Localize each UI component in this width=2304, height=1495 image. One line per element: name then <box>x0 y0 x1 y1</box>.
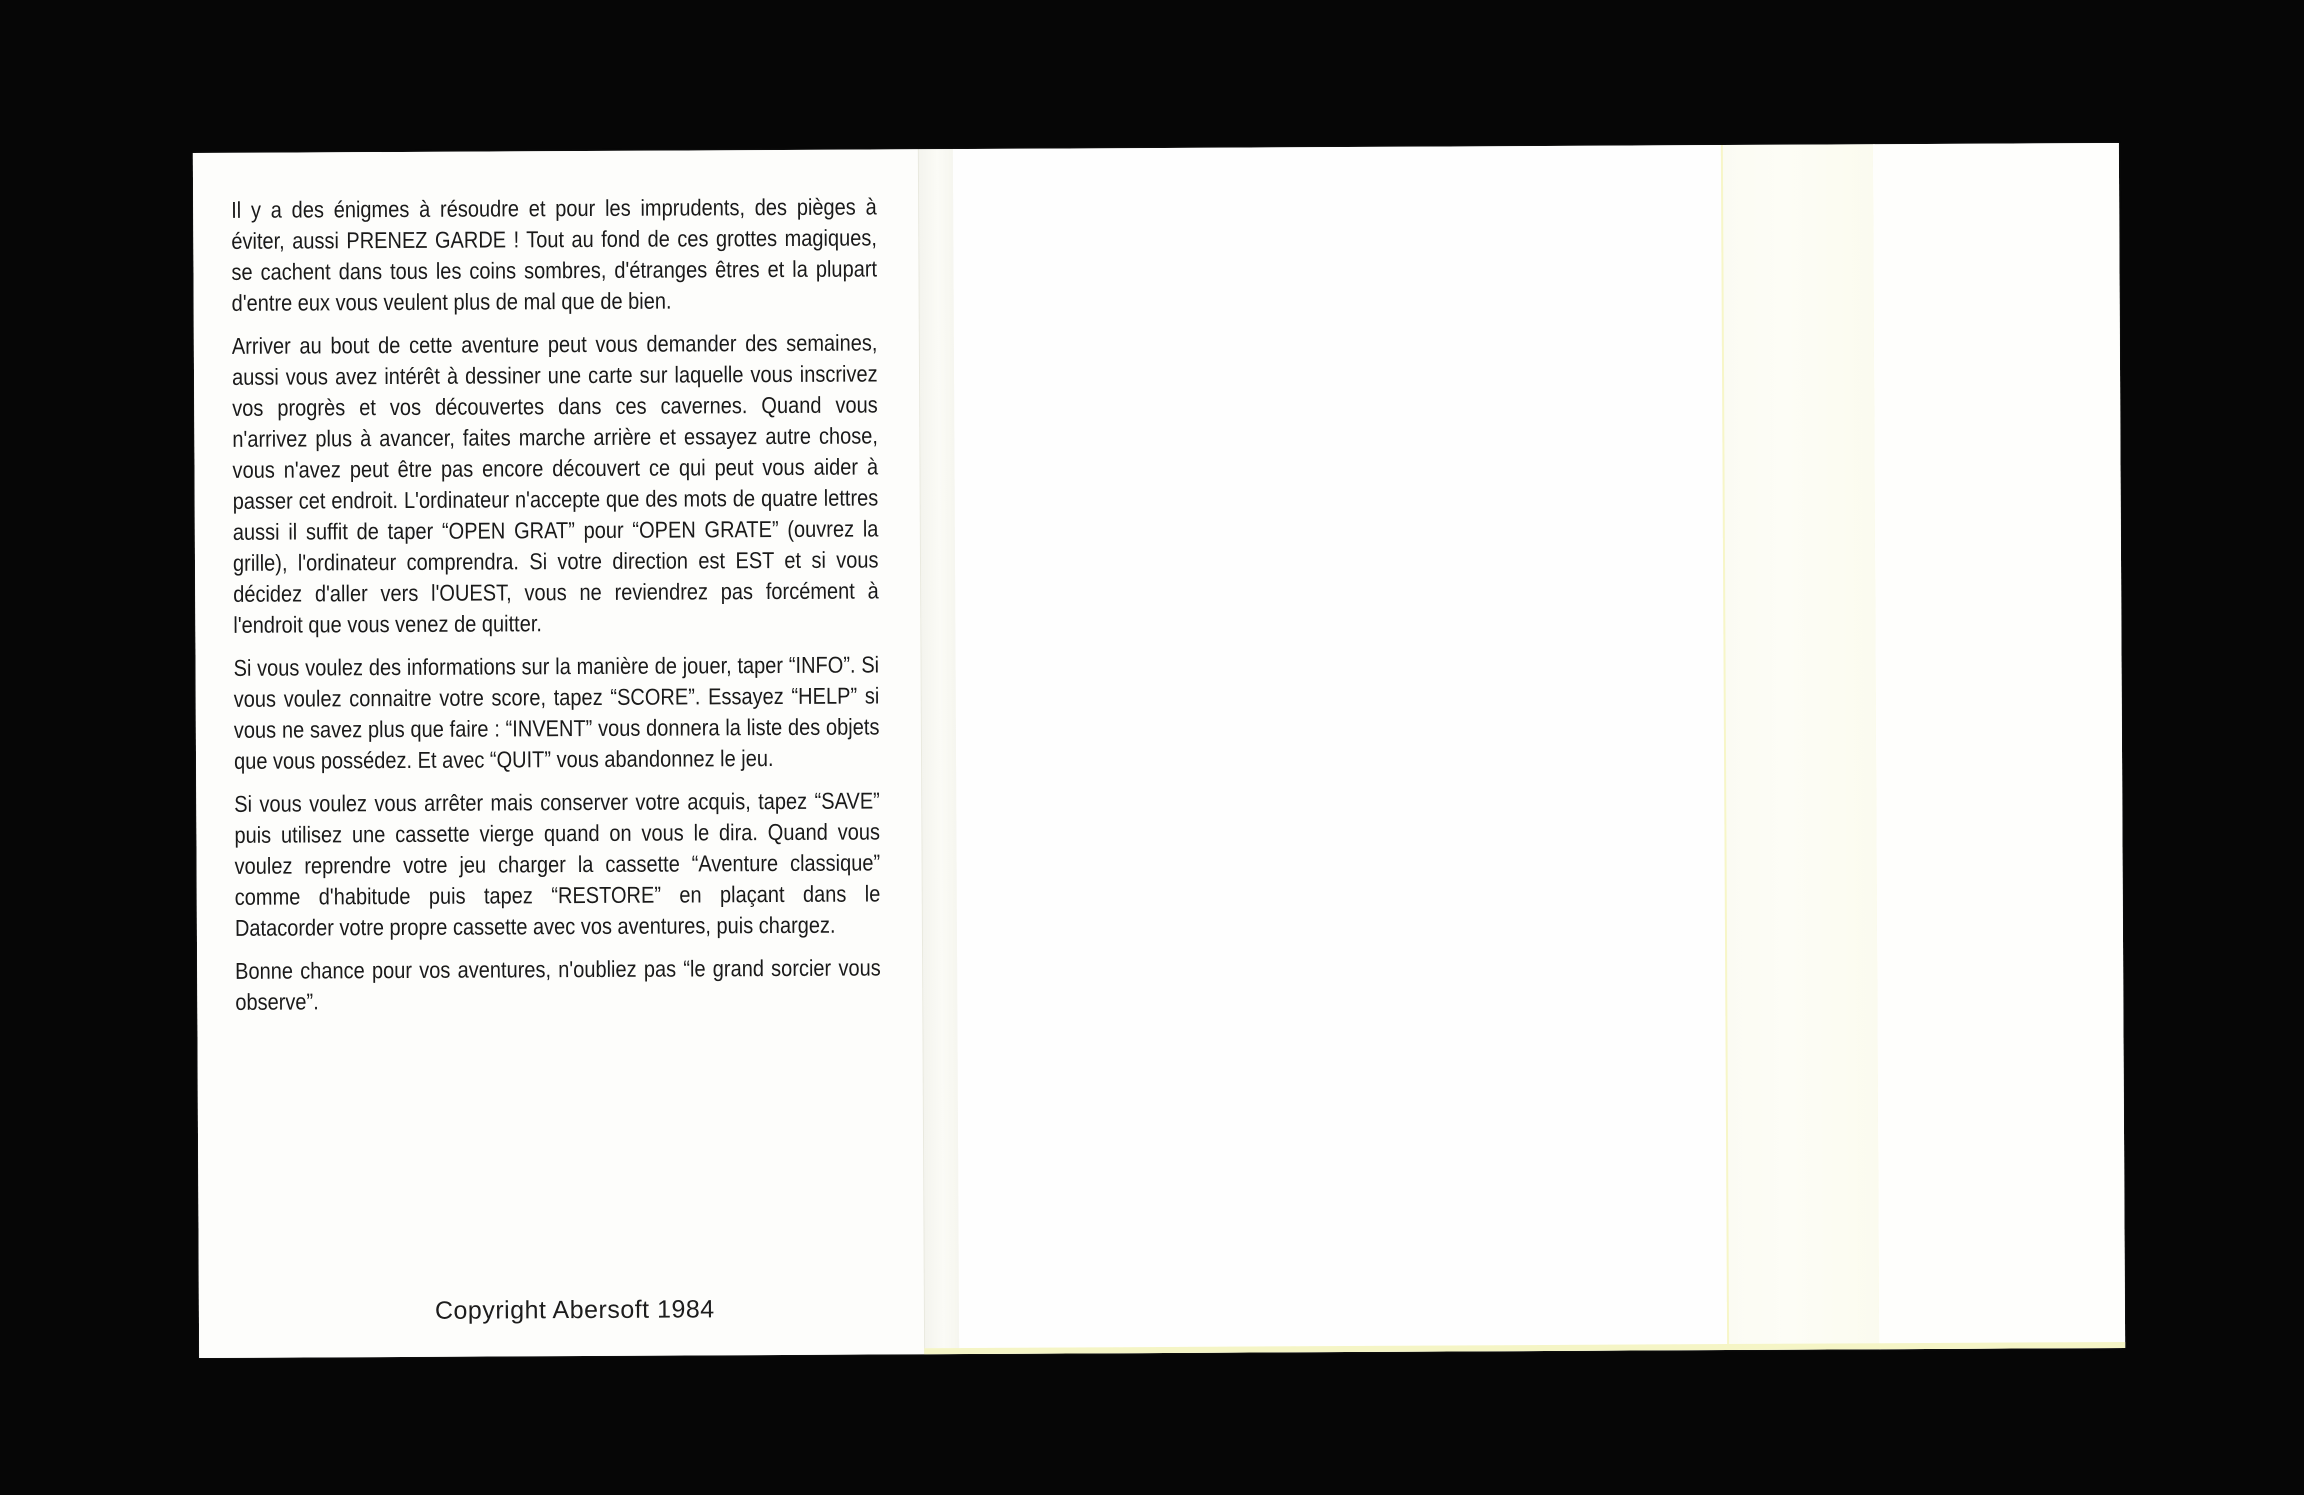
paragraph-3: Si vous voulez des informations sur la manière de jouer, taper “INFO”. Si vous voulez connaitre votre score, tapez “SCORE”. Essayez “HELP” si vous ne savez plus que faire : “INVENT” vous donnera la liste des objets que vous possédez. Et avec “QUIT” vous abandonnez le jeu. <box>233 651 880 774</box>
blank-front-panel <box>953 145 1727 1354</box>
blank-flap-panel <box>1873 143 2125 1349</box>
paragraph-1: Il y a des énigmes à résoudre et pour les imprudents, des pièges à éviter, aussi PRENEZ GARDE ! Tout au fond de ces grottes magiques, se cachent dans tous les coins sombres, d'étranges êtres et la plupart d'entre eux vous veulent plus de mal que de bien. <box>231 193 878 316</box>
inlay-text-panel <box>193 149 924 1358</box>
paragraph-4: Si vous voulez vous arrêter mais conserver votre acquis, tapez “SAVE” puis utilisez une cassette vierge quand on vous le dira. Quand vous voulez reprendre votre jeu charger la cassette “Aventure classique” comme d'habitude puis tapez “RESTORE” en plaçant dans le Datacorder votre propre cassette avec vos aventures, puis chargez. <box>234 787 881 941</box>
cassette-inlay-card <box>193 143 2125 1358</box>
copyright-line: Copyright Abersoft 1984 <box>434 1295 715 1325</box>
instructions-text <box>231 191 881 1029</box>
paragraph-5: Bonne chance pour vos aventures, n'oubliez pas “le grand sorcier vous observe”. <box>235 954 881 1015</box>
paragraph-2: Arriver au bout de cette aventure peut vous demander des semaines, aussi vous avez intérêt à dessiner une carte sur laquelle vous inscrivez vos progrès et vos découvertes dans ces cavernes. Quand vous n'arrivez plus à avancer, faites marche arrière et essayez autre chose, vous n'avez peut être pas encore découvert ce qui peut vous aider à passer cet endroit. L'ordinateur n'accepte que des mots de quatre lettres aussi il suffit de taper “OPEN GRAT” pour “OPEN GRATE” (ouvrez la grille), l'ordinateur comprendra. Si votre direction est EST et si vous décidez d'aller vers l'OUEST, vous ne reviendrez pas forcément à l'endroit que vous venez de quitter. <box>231 329 879 638</box>
blank-spine-panel <box>1721 144 1881 1350</box>
